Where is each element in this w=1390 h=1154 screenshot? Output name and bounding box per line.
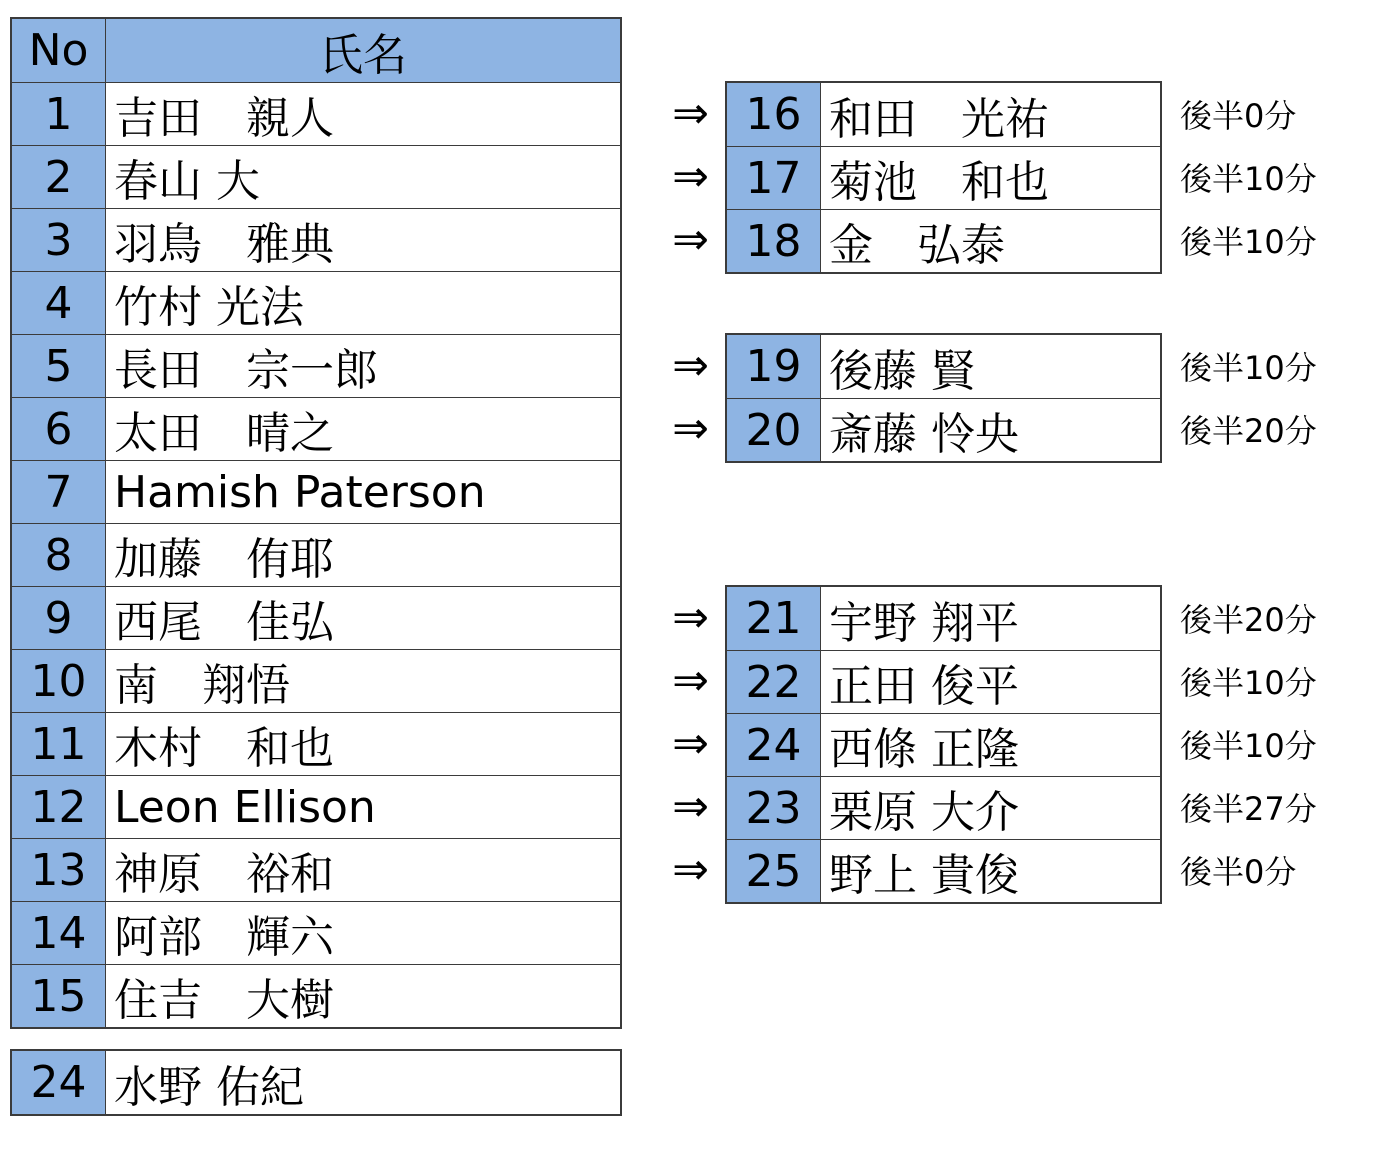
sub-name: 宇野 翔平 [821,587,1160,650]
sub-time-note: 後半10分 [1180,663,1317,702]
player-name: 吉田 親人 [106,83,620,145]
table-row [727,839,1160,902]
player-name: 羽鳥 雅典 [106,209,620,271]
table-row [727,83,1160,146]
table-row [12,208,620,271]
sub-time-note: 後半0分 [1180,96,1297,135]
substitution-group-3 [725,585,1162,904]
player-no: 10 [12,650,106,712]
table-row [12,1051,620,1114]
sub-no: 21 [727,587,821,650]
sub-no: 18 [727,210,821,272]
player-no: 7 [12,461,106,523]
sub-name: 栗原 大介 [821,777,1160,839]
table-row [727,713,1160,776]
table-row [727,146,1160,209]
arrow-icon: ⇒ [672,718,709,769]
table-row [12,838,620,901]
player-name: 西尾 佳弘 [106,587,620,649]
sub-time-note: 後半27分 [1180,789,1317,828]
sub-no: 20 [727,399,821,461]
sub-name: 斎藤 怜央 [821,399,1160,461]
player-no: 2 [12,146,106,208]
player-name: Leon Ellison [106,776,620,838]
table-row [12,712,620,775]
player-no: 24 [12,1051,106,1114]
table-row [12,397,620,460]
player-name: 木村 和也 [106,713,620,775]
substitution-group-1 [725,81,1162,274]
player-no: 4 [12,272,106,334]
arrow-icon: ⇒ [672,655,709,706]
sub-no: 17 [727,147,821,209]
player-no: 6 [12,398,106,460]
table-row [12,271,620,334]
player-no: 1 [12,83,106,145]
sub-no: 25 [727,840,821,902]
sub-time-note: 後半0分 [1180,852,1297,891]
player-name: 住吉 大樹 [106,965,620,1027]
player-no: 3 [12,209,106,271]
table-row [12,901,620,964]
sub-no: 16 [727,83,821,146]
header-name: 氏名 [106,19,620,82]
sub-no: 19 [727,335,821,398]
arrow-icon: ⇒ [672,403,709,454]
player-no: 8 [12,524,106,586]
arrow-icon: ⇒ [672,214,709,265]
table-row [12,586,620,649]
sub-name: 西條 正隆 [821,714,1160,776]
table-row [727,587,1160,650]
player-name: 加藤 侑耶 [106,524,620,586]
player-no: 15 [12,965,106,1027]
arrow-icon: ⇒ [672,592,709,643]
sub-time-note: 後半10分 [1180,726,1317,765]
table-row [12,964,620,1027]
arrow-icon: ⇒ [672,151,709,202]
player-name: 神原 裕和 [106,839,620,901]
table-row [12,460,620,523]
table-row [12,649,620,712]
arrow-icon: ⇒ [672,781,709,832]
sub-time-note: 後半10分 [1180,348,1317,387]
arrow-icon: ⇒ [672,340,709,391]
header-row [12,19,620,82]
arrow-icon: ⇒ [672,88,709,139]
substitution-group-2 [725,333,1162,463]
table-row [727,398,1160,461]
table-row [12,82,620,145]
table-row [727,335,1160,398]
table-row [12,145,620,208]
sub-time-note: 後半10分 [1180,222,1317,261]
player-no: 5 [12,335,106,397]
sub-name: 金 弘泰 [821,210,1160,272]
player-name: Hamish Paterson [106,461,620,523]
sub-name: 正田 俊平 [821,651,1160,713]
sub-name: 後藤 賢 [821,335,1160,398]
sub-time-note: 後半10分 [1180,159,1317,198]
player-name: 竹村 光法 [106,272,620,334]
player-name: 阿部 輝六 [106,902,620,964]
sub-name: 和田 光祐 [821,83,1160,146]
header-no: No [12,19,106,82]
table-row [12,523,620,586]
player-name: 南 翔悟 [106,650,620,712]
player-no: 14 [12,902,106,964]
table-row [727,209,1160,272]
table-row [727,650,1160,713]
sub-no: 22 [727,651,821,713]
player-no: 11 [12,713,106,775]
sub-time-note: 後半20分 [1180,411,1317,450]
sub-name: 菊池 和也 [821,147,1160,209]
player-name: 太田 晴之 [106,398,620,460]
table-row [12,334,620,397]
table-row [12,775,620,838]
sub-time-note: 後半20分 [1180,600,1317,639]
player-no: 12 [12,776,106,838]
table-row [727,776,1160,839]
extra-player-table [10,1049,622,1116]
player-name: 水野 佑紀 [106,1051,620,1114]
player-no: 9 [12,587,106,649]
roster-table [10,17,622,1029]
sub-name: 野上 貴俊 [821,840,1160,902]
player-no: 13 [12,839,106,901]
player-name: 春山 大 [106,146,620,208]
sub-no: 24 [727,714,821,776]
arrow-icon: ⇒ [672,844,709,895]
sub-no: 23 [727,777,821,839]
player-name: 長田 宗一郎 [106,335,620,397]
